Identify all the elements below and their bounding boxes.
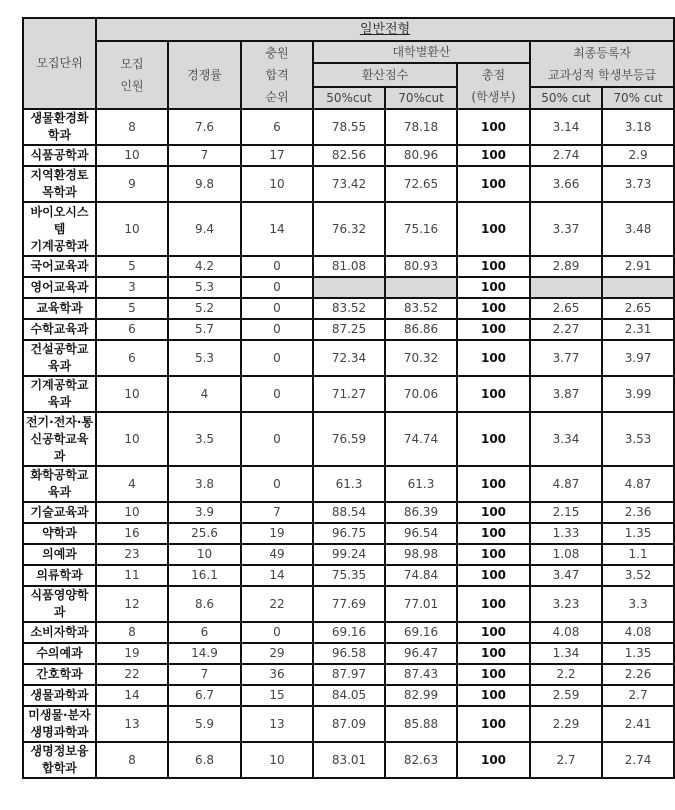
total-score-cell: 100: [457, 277, 530, 298]
grade-50cut-cell: 3.66: [530, 166, 602, 202]
score-50cut-cell: 78.55: [313, 109, 385, 145]
quota-cell: 13: [96, 706, 168, 742]
quota-cell: 5: [96, 298, 168, 319]
waitlist-rank-cell: 7: [241, 502, 313, 523]
quota-cell: 9: [96, 166, 168, 202]
score-70cut-cell: 74.84: [385, 565, 457, 586]
score-50cut-cell: 87.25: [313, 319, 385, 340]
score-70cut-cell: 77.01: [385, 586, 457, 622]
table-row: [23, 586, 674, 622]
table-row: [23, 256, 674, 277]
table-title: 일반전형: [96, 18, 674, 41]
grade-70cut-cell: 2.41: [602, 706, 674, 742]
competition-cell: 3.5: [168, 412, 241, 466]
total-score-cell: 100: [457, 706, 530, 742]
header-grade50: 50% cut: [530, 87, 602, 109]
competition-cell: 4: [168, 376, 241, 412]
score-70cut-cell: 61.3: [385, 466, 457, 502]
waitlist-rank-cell: 17: [241, 145, 313, 166]
waitlist-rank-cell: 0: [241, 277, 313, 298]
header-converted-score: 환산점수: [313, 63, 457, 87]
table-row: [23, 523, 674, 544]
waitlist-rank-cell: 10: [241, 742, 313, 778]
quota-cell: 11: [96, 565, 168, 586]
competition-cell: 5.9: [168, 706, 241, 742]
score-50cut-cell: 87.09: [313, 706, 385, 742]
grade-50cut-cell: 3.37: [530, 202, 602, 256]
table-row: [23, 298, 674, 319]
waitlist-rank-cell: 0: [241, 412, 313, 466]
quota-cell: 6: [96, 319, 168, 340]
grade-50cut-cell: 4.87: [530, 466, 602, 502]
score-50cut-cell: 96.75: [313, 523, 385, 544]
unit-name-cell: 약학과: [23, 523, 96, 544]
table-body: [23, 109, 674, 778]
competition-cell: 9.8: [168, 166, 241, 202]
competition-cell: 5.2: [168, 298, 241, 319]
waitlist-rank-cell: 14: [241, 565, 313, 586]
grade-50cut-cell: 1.08: [530, 544, 602, 565]
score-50cut-cell: 88.54: [313, 502, 385, 523]
grade-70cut-cell: 1.35: [602, 643, 674, 664]
table-row: [23, 664, 674, 685]
quota-cell: 14: [96, 685, 168, 706]
grade-70cut-cell: 1.35: [602, 523, 674, 544]
score-70cut-cell: 82.99: [385, 685, 457, 706]
waitlist-rank-cell: 22: [241, 586, 313, 622]
waitlist-rank-cell: 13: [241, 706, 313, 742]
competition-cell: 16.1: [168, 565, 241, 586]
grade-50cut-cell: 2.15: [530, 502, 602, 523]
unit-name-cell: 의예과: [23, 544, 96, 565]
total-score-cell: 100: [457, 256, 530, 277]
waitlist-rank-cell: 10: [241, 166, 313, 202]
quota-cell: 8: [96, 109, 168, 145]
table-row: [23, 685, 674, 706]
waitlist-rank-cell: 49: [241, 544, 313, 565]
grade-70cut-cell: 3.3: [602, 586, 674, 622]
total-score-cell: 100: [457, 544, 530, 565]
quota-cell: 10: [96, 412, 168, 466]
score-70cut-cell: 80.93: [385, 256, 457, 277]
total-score-cell: 100: [457, 319, 530, 340]
score-50cut-cell: 61.3: [313, 466, 385, 502]
quota-cell: 8: [96, 622, 168, 643]
total-score-cell: 100: [457, 166, 530, 202]
grade-50cut-cell: 2.65: [530, 298, 602, 319]
total-score-cell: 100: [457, 622, 530, 643]
grade-50cut-cell: 2.2: [530, 664, 602, 685]
unit-name-cell: 국어교육과: [23, 256, 96, 277]
table-row: [23, 643, 674, 664]
quota-cell: 23: [96, 544, 168, 565]
grade-70cut-cell: 2.36: [602, 502, 674, 523]
grade-70cut-cell: 3.52: [602, 565, 674, 586]
unit-name-cell: 미생물·분자 생명과학과: [23, 706, 96, 742]
unit-name-cell: 소비자학과: [23, 622, 96, 643]
competition-cell: 6.8: [168, 742, 241, 778]
unit-name-cell: 기계공학교 육과: [23, 376, 96, 412]
competition-cell: 9.4: [168, 202, 241, 256]
score-50cut-cell: 99.24: [313, 544, 385, 565]
admission-results-table: [22, 17, 675, 779]
waitlist-rank-cell: 0: [241, 298, 313, 319]
total-score-cell: 100: [457, 298, 530, 319]
quota-cell: 19: [96, 643, 168, 664]
grade-70cut-cell: 2.31: [602, 319, 674, 340]
competition-cell: 14.9: [168, 643, 241, 664]
unit-name-cell: 생명정보융 합학과: [23, 742, 96, 778]
quota-cell: 10: [96, 502, 168, 523]
score-50cut-cell: 87.97: [313, 664, 385, 685]
table-row: [23, 319, 674, 340]
score-50cut-cell: 72.34: [313, 340, 385, 376]
grade-70cut-cell: 3.73: [602, 166, 674, 202]
score-70cut-cell: 82.63: [385, 742, 457, 778]
total-score-cell: 100: [457, 586, 530, 622]
competition-cell: 6.7: [168, 685, 241, 706]
header-competition: 경쟁률: [168, 41, 241, 109]
waitlist-rank-cell: 0: [241, 319, 313, 340]
waitlist-rank-cell: 0: [241, 622, 313, 643]
header-cut70: 70%cut: [385, 87, 457, 109]
header-conversion: 대학별환산: [313, 41, 530, 63]
header-final: [530, 41, 674, 87]
unit-name-cell: 교육학과: [23, 298, 96, 319]
table-row: [23, 166, 674, 202]
total-score-cell: 100: [457, 376, 530, 412]
grade-70cut-cell: 3.48: [602, 202, 674, 256]
unit-name-cell: 바이오시스 템 기계공학과: [23, 202, 96, 256]
waitlist-rank-cell: 14: [241, 202, 313, 256]
total-score-cell: 100: [457, 565, 530, 586]
score-70cut-cell: 87.43: [385, 664, 457, 685]
grade-70cut-cell: 4.08: [602, 622, 674, 643]
grade-50cut-cell: 4.08: [530, 622, 602, 643]
score-70cut-cell: 75.16: [385, 202, 457, 256]
unit-name-cell: 수학교육과: [23, 319, 96, 340]
header-grade70: 70% cut: [602, 87, 674, 109]
score-70cut-cell: 83.52: [385, 298, 457, 319]
quota-cell: 6: [96, 340, 168, 376]
unit-name-cell: 의류학과: [23, 565, 96, 586]
grade-70cut-cell: 2.65: [602, 298, 674, 319]
grade-50cut-cell: 1.33: [530, 523, 602, 544]
grade-70cut-cell: 4.87: [602, 466, 674, 502]
score-70cut-cell: 72.65: [385, 166, 457, 202]
competition-cell: 7: [168, 145, 241, 166]
unit-name-cell: 생물환경화 학과: [23, 109, 96, 145]
competition-cell: 3.8: [168, 466, 241, 502]
score-70cut-cell: 86.39: [385, 502, 457, 523]
grade-70cut-cell: 3.18: [602, 109, 674, 145]
grade-50cut-cell: 2.29: [530, 706, 602, 742]
header-final-subtitle: 교과성적 학생부등급: [547, 68, 657, 82]
grade-50cut-cell: 3.14: [530, 109, 602, 145]
header-waitlist-rank: 충원 합격 순위: [241, 41, 313, 109]
score-70cut-cell: 80.96: [385, 145, 457, 166]
score-70cut-cell: 85.88: [385, 706, 457, 742]
competition-cell: 6: [168, 622, 241, 643]
total-score-cell: 100: [457, 145, 530, 166]
table-row: [23, 502, 674, 523]
grade-50cut-cell: 1.34: [530, 643, 602, 664]
score-70cut-cell: [385, 277, 457, 298]
score-70cut-cell: 78.18: [385, 109, 457, 145]
score-50cut-cell: 83.52: [313, 298, 385, 319]
score-50cut-cell: 83.01: [313, 742, 385, 778]
unit-name-cell: 간호학과: [23, 664, 96, 685]
grade-50cut-cell: 2.89: [530, 256, 602, 277]
unit-name-cell: 지역환경토 목학과: [23, 166, 96, 202]
score-70cut-cell: 70.06: [385, 376, 457, 412]
header-cut50: 50%cut: [313, 87, 385, 109]
header-total: [457, 63, 530, 109]
competition-cell: 4.2: [168, 256, 241, 277]
waitlist-rank-cell: 0: [241, 466, 313, 502]
score-50cut-cell: 84.05: [313, 685, 385, 706]
score-70cut-cell: 69.16: [385, 622, 457, 643]
total-score-cell: 100: [457, 523, 530, 544]
table-row: [23, 622, 674, 643]
score-70cut-cell: 96.54: [385, 523, 457, 544]
score-50cut-cell: 75.35: [313, 565, 385, 586]
grade-50cut-cell: 3.34: [530, 412, 602, 466]
score-50cut-cell: 69.16: [313, 622, 385, 643]
table-row: [23, 742, 674, 778]
table-row: [23, 466, 674, 502]
grade-70cut-cell: 2.91: [602, 256, 674, 277]
competition-cell: 8.6: [168, 586, 241, 622]
unit-name-cell: 영어교육과: [23, 277, 96, 298]
unit-name-cell: 건설공학교 육과: [23, 340, 96, 376]
table-row: [23, 145, 674, 166]
grade-70cut-cell: 3.99: [602, 376, 674, 412]
grade-50cut-cell: [530, 277, 602, 298]
quota-cell: 4: [96, 466, 168, 502]
total-score-cell: 100: [457, 466, 530, 502]
score-50cut-cell: 82.56: [313, 145, 385, 166]
table-row: [23, 376, 674, 412]
unit-name-cell: 생물과학과: [23, 685, 96, 706]
score-70cut-cell: 96.47: [385, 643, 457, 664]
header-total-subtitle: (학생부): [471, 90, 516, 104]
unit-name-cell: 식품영양학 과: [23, 586, 96, 622]
grade-50cut-cell: 3.23: [530, 586, 602, 622]
unit-name-cell: 전기·전자·통 신공학교육 과: [23, 412, 96, 466]
grade-70cut-cell: 1.1: [602, 544, 674, 565]
grade-70cut-cell: 2.74: [602, 742, 674, 778]
total-score-cell: 100: [457, 412, 530, 466]
waitlist-rank-cell: 29: [241, 643, 313, 664]
grade-50cut-cell: 2.59: [530, 685, 602, 706]
unit-name-cell: 기술교육과: [23, 502, 96, 523]
total-score-cell: 100: [457, 202, 530, 256]
header-final-title: 최종등록자: [573, 46, 632, 60]
quota-cell: 5: [96, 256, 168, 277]
grade-50cut-cell: 2.74: [530, 145, 602, 166]
score-50cut-cell: 96.58: [313, 643, 385, 664]
grade-70cut-cell: 3.97: [602, 340, 674, 376]
total-score-cell: 100: [457, 340, 530, 376]
score-70cut-cell: 86.86: [385, 319, 457, 340]
competition-cell: 5.7: [168, 319, 241, 340]
quota-cell: 22: [96, 664, 168, 685]
score-50cut-cell: 81.08: [313, 256, 385, 277]
score-50cut-cell: [313, 277, 385, 298]
competition-cell: 7: [168, 664, 241, 685]
total-score-cell: 100: [457, 664, 530, 685]
waitlist-rank-cell: 36: [241, 664, 313, 685]
waitlist-rank-cell: 0: [241, 376, 313, 412]
unit-name-cell: 식품공학과: [23, 145, 96, 166]
competition-cell: 5.3: [168, 277, 241, 298]
total-score-cell: 100: [457, 502, 530, 523]
total-score-cell: 100: [457, 109, 530, 145]
quota-cell: 10: [96, 202, 168, 256]
grade-70cut-cell: 3.53: [602, 412, 674, 466]
total-score-cell: 100: [457, 685, 530, 706]
table-row: [23, 544, 674, 565]
quota-cell: 12: [96, 586, 168, 622]
score-70cut-cell: 98.98: [385, 544, 457, 565]
quota-cell: 16: [96, 523, 168, 544]
total-score-cell: 100: [457, 742, 530, 778]
competition-cell: 10: [168, 544, 241, 565]
score-50cut-cell: 71.27: [313, 376, 385, 412]
quota-cell: 3: [96, 277, 168, 298]
quota-cell: 10: [96, 145, 168, 166]
table-row: [23, 340, 674, 376]
grade-50cut-cell: 2.7: [530, 742, 602, 778]
grade-50cut-cell: 3.47: [530, 565, 602, 586]
score-70cut-cell: 74.74: [385, 412, 457, 466]
waitlist-rank-cell: 0: [241, 340, 313, 376]
table-row: [23, 202, 674, 256]
grade-50cut-cell: 2.27: [530, 319, 602, 340]
waitlist-rank-cell: 19: [241, 523, 313, 544]
score-50cut-cell: 73.42: [313, 166, 385, 202]
grade-70cut-cell: 2.26: [602, 664, 674, 685]
score-50cut-cell: 77.69: [313, 586, 385, 622]
quota-cell: 10: [96, 376, 168, 412]
waitlist-rank-cell: 6: [241, 109, 313, 145]
waitlist-rank-cell: 0: [241, 256, 313, 277]
header-total-title: 총점: [481, 68, 506, 82]
competition-cell: 7.6: [168, 109, 241, 145]
table-row: [23, 565, 674, 586]
unit-name-cell: 수의예과: [23, 643, 96, 664]
header-quota: 모집 인원: [96, 41, 168, 109]
grade-50cut-cell: 3.87: [530, 376, 602, 412]
score-50cut-cell: 76.59: [313, 412, 385, 466]
competition-cell: 5.3: [168, 340, 241, 376]
grade-70cut-cell: 2.9: [602, 145, 674, 166]
header-unit: 모집단위: [23, 18, 96, 109]
quota-cell: 8: [96, 742, 168, 778]
table-row: [23, 412, 674, 466]
unit-name-cell: 화학공학교 육과: [23, 466, 96, 502]
table-row: [23, 706, 674, 742]
grade-70cut-cell: [602, 277, 674, 298]
competition-cell: 25.6: [168, 523, 241, 544]
table-row: [23, 109, 674, 145]
score-70cut-cell: 70.32: [385, 340, 457, 376]
score-50cut-cell: 76.32: [313, 202, 385, 256]
waitlist-rank-cell: 15: [241, 685, 313, 706]
competition-cell: 3.9: [168, 502, 241, 523]
table-row: [23, 277, 674, 298]
grade-50cut-cell: 3.77: [530, 340, 602, 376]
grade-70cut-cell: 2.7: [602, 685, 674, 706]
total-score-cell: 100: [457, 643, 530, 664]
